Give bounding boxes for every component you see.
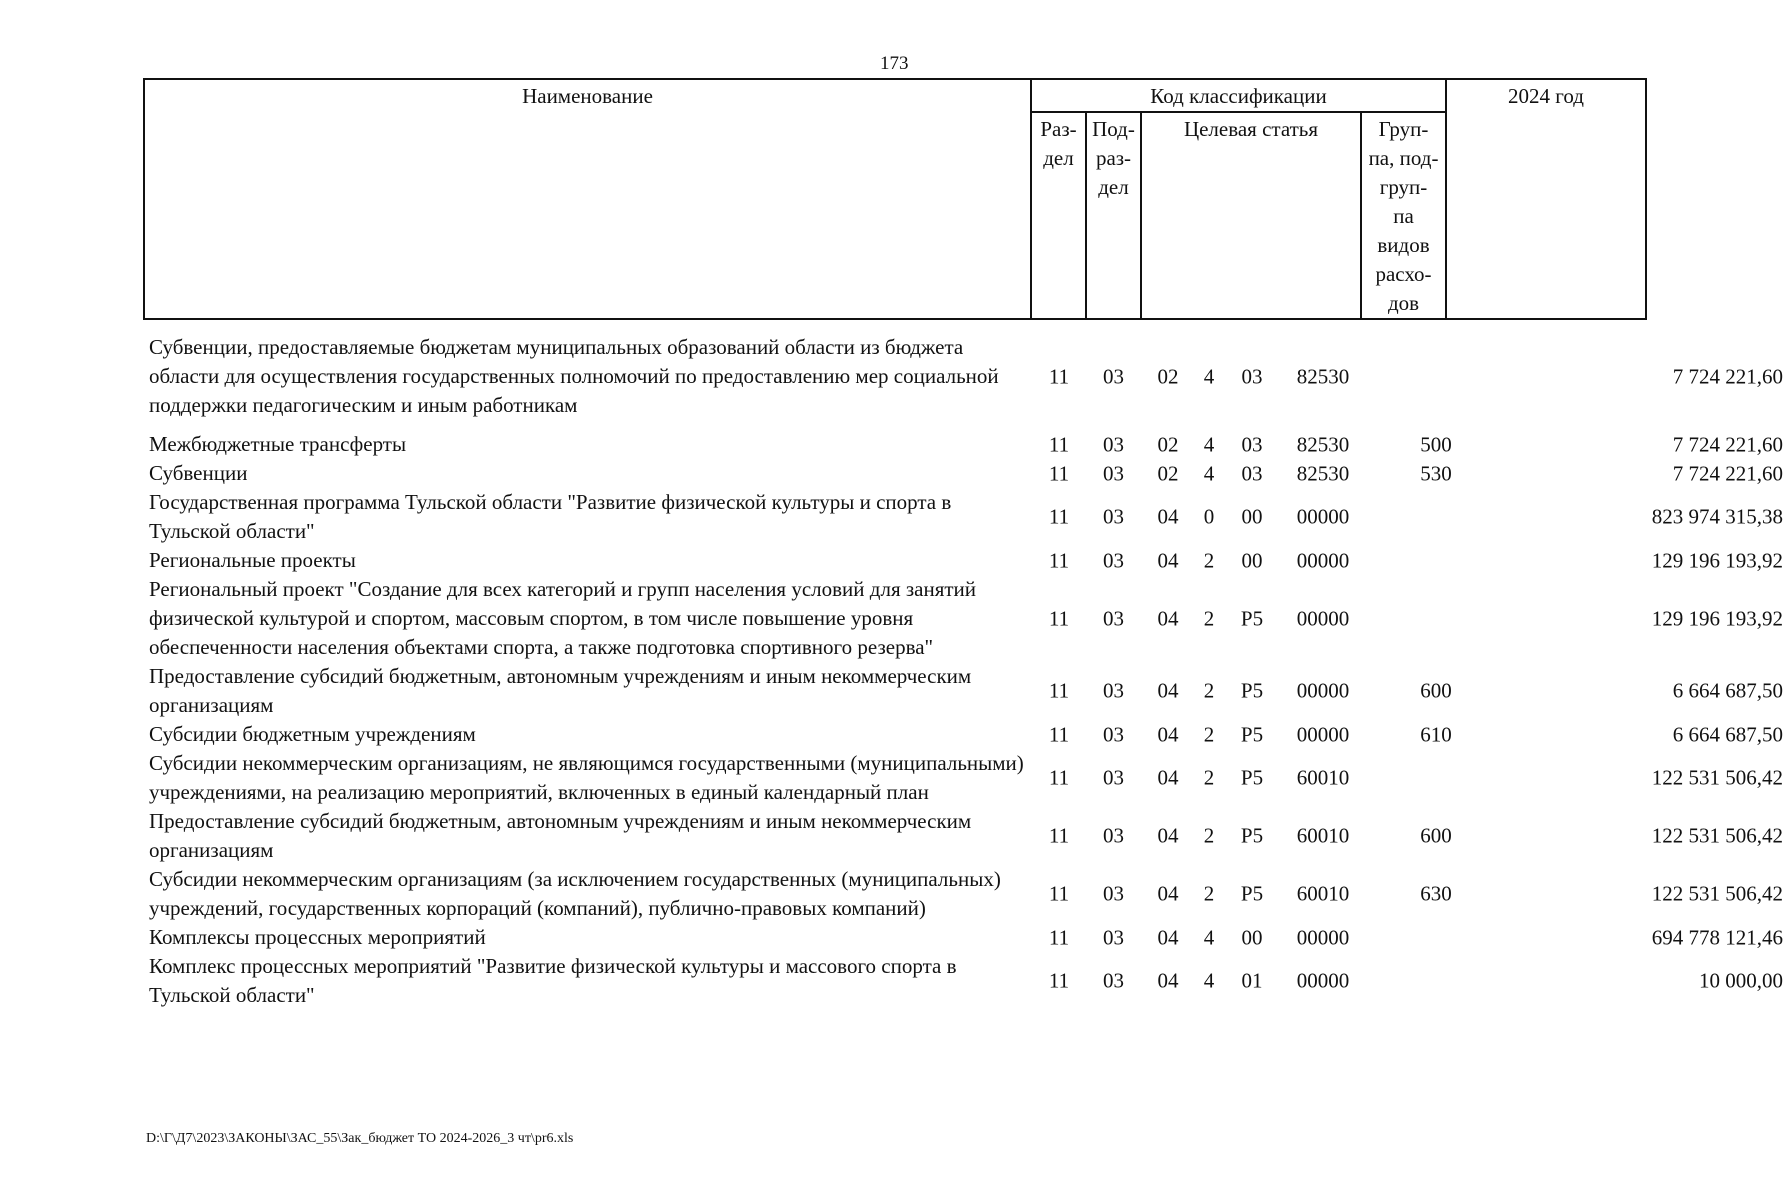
- header-group: Груп- па, под- груп- па видов расхо- дов: [1361, 112, 1446, 319]
- row-podrazdel: 03: [1103, 548, 1124, 572]
- row-razdel: 11: [1048, 432, 1070, 456]
- row-target-direction: 60010: [1296, 881, 1350, 906]
- row-target-type: 4: [1203, 461, 1215, 485]
- row-razdel: 11: [1048, 881, 1070, 906]
- row-name: Субсидии бюджетным учреждениям: [149, 722, 476, 746]
- row-podrazdel: 03: [1103, 765, 1124, 790]
- row-sum: 122 531 506,42: [1651, 823, 1783, 848]
- row-sum: 7 724 221,60: [1672, 364, 1783, 388]
- row-target-type: 2: [1203, 678, 1215, 703]
- row-group: 630: [1420, 881, 1452, 906]
- row-name: Государственная программа Тульской области "Развитие физической культуры и спорта в Тульской области": [149, 490, 952, 543]
- row-target-direction: 00000: [1296, 722, 1350, 746]
- row-razdel: 11: [1048, 461, 1070, 485]
- row-target-item: 00: [1241, 548, 1263, 572]
- row-target-direction: 00000: [1296, 504, 1350, 529]
- row-target-type: 2: [1203, 881, 1215, 906]
- row-target-direction: 00000: [1296, 606, 1350, 630]
- row-target-item: 00: [1241, 925, 1263, 949]
- row-target-program: 04: [1157, 968, 1179, 993]
- row-target-type: 2: [1203, 548, 1215, 572]
- table-row: [143, 430, 1783, 459]
- page-number: 173: [880, 53, 909, 74]
- row-name: Региональные проекты: [149, 548, 356, 572]
- row-target-direction: 00000: [1296, 925, 1350, 949]
- row-name: Субвенции: [149, 461, 248, 485]
- row-target-item: 00: [1241, 504, 1263, 529]
- row-razdel: 11: [1048, 925, 1070, 949]
- header-year: 2024 год: [1446, 79, 1646, 319]
- row-sum: 6 664 687,50: [1672, 678, 1783, 703]
- table-row: [143, 575, 1783, 662]
- row-razdel: 11: [1048, 968, 1070, 993]
- row-sum: 6 664 687,50: [1672, 722, 1783, 746]
- row-target-program: 04: [1157, 881, 1179, 906]
- row-target-program: 04: [1157, 823, 1179, 848]
- row-sum: 129 196 193,92: [1651, 548, 1783, 572]
- row-target-type: 2: [1203, 722, 1215, 746]
- header-podrazdel: Под- раз- дел: [1086, 112, 1141, 319]
- row-name: Предоставление субсидий бюджетным, автономным учреждениям и иным некоммерческим организациям: [149, 809, 972, 862]
- row-target-type: 4: [1203, 364, 1215, 388]
- table-row: [143, 333, 1783, 420]
- row-target-direction: 00000: [1296, 548, 1350, 572]
- header-name: Наименование: [144, 79, 1031, 319]
- header-target: Целевая статья: [1141, 112, 1361, 319]
- row-sum: 129 196 193,92: [1651, 606, 1783, 630]
- row-name: Субсидии некоммерческим организациям (за исключением государственных (муниципальных) учреждений, государственных корпораций (компаний), публично-правовых компаний): [149, 867, 1001, 920]
- row-razdel: 11: [1048, 823, 1070, 848]
- row-target-item: 03: [1241, 432, 1263, 456]
- row-podrazdel: 03: [1103, 504, 1124, 529]
- row-name: Межбюджетные трансферты: [149, 432, 407, 456]
- table-row: [143, 459, 1783, 488]
- row-sum: 7 724 221,60: [1672, 461, 1783, 485]
- row-podrazdel: 03: [1103, 722, 1124, 746]
- row-podrazdel: 03: [1103, 925, 1124, 949]
- table-row: [143, 662, 1783, 720]
- row-razdel: 11: [1048, 504, 1070, 529]
- row-name: Комплексы процессных мероприятий: [149, 925, 486, 949]
- row-name: Субсидии некоммерческим организациям, не являющимся государственными (муниципальными) учреждениями, на реализацию мероприятий, включенных в единый календарный план: [149, 751, 1024, 804]
- row-target-type: 0: [1203, 504, 1215, 529]
- row-razdel: 11: [1048, 678, 1070, 703]
- row-sum: 10 000,00: [1699, 968, 1783, 993]
- row-target-program: 04: [1157, 504, 1179, 529]
- row-target-direction: 00000: [1296, 678, 1350, 703]
- row-razdel: 11: [1048, 765, 1070, 790]
- row-podrazdel: 03: [1103, 461, 1124, 485]
- row-target-program: 04: [1157, 678, 1179, 703]
- row-target-program: 04: [1157, 548, 1179, 572]
- row-podrazdel: 03: [1103, 968, 1124, 993]
- row-target-program: 02: [1157, 364, 1179, 388]
- row-group: 500: [1420, 432, 1452, 456]
- row-target-type: 2: [1203, 823, 1215, 848]
- row-podrazdel: 03: [1103, 432, 1124, 456]
- row-target-direction: 60010: [1296, 765, 1350, 790]
- row-target-direction: 60010: [1296, 823, 1350, 848]
- table-row: [143, 749, 1783, 807]
- row-target-direction: 82530: [1296, 364, 1350, 388]
- row-target-type: 4: [1203, 925, 1215, 949]
- row-podrazdel: 03: [1103, 606, 1124, 630]
- row-target-program: 04: [1157, 765, 1179, 790]
- row-target-direction: 82530: [1296, 432, 1350, 456]
- file-path-footer: D:\Г\Д7\2023\ЗАКОНЫ\ЗАС_55\Зак_бюджет ТО 2024-2026_3 чт\pr6.xls: [146, 1131, 574, 1146]
- row-target-item: 01: [1241, 968, 1263, 993]
- row-sum: 823 974 315,38: [1651, 504, 1783, 529]
- table-body: [143, 333, 1783, 1010]
- row-target-program: 04: [1157, 722, 1179, 746]
- row-target-item: 03: [1241, 461, 1263, 485]
- row-razdel: 11: [1048, 606, 1070, 630]
- row-target-item: P5: [1240, 678, 1264, 703]
- row-target-item: 03: [1241, 364, 1263, 388]
- table-header: [143, 78, 1647, 320]
- header-classification: Код классификации: [1031, 79, 1446, 112]
- row-sum: 122 531 506,42: [1651, 881, 1783, 906]
- row-sum: 122 531 506,42: [1651, 765, 1783, 790]
- row-sum: 694 778 121,46: [1651, 925, 1783, 949]
- row-sum: 7 724 221,60: [1672, 432, 1783, 456]
- row-podrazdel: 03: [1103, 823, 1124, 848]
- row-group: 600: [1420, 678, 1452, 703]
- row-target-type: 2: [1203, 765, 1215, 790]
- row-podrazdel: 03: [1103, 364, 1124, 388]
- row-target-type: 2: [1203, 606, 1215, 630]
- row-name: Предоставление субсидий бюджетным, автономным учреждениям и иным некоммерческим организациям: [149, 664, 972, 717]
- row-target-direction: 00000: [1296, 968, 1350, 993]
- row-target-program: 04: [1157, 606, 1179, 630]
- table-row: [143, 546, 1783, 575]
- row-group: 530: [1420, 461, 1452, 485]
- row-group: 610: [1420, 722, 1452, 746]
- row-group: 600: [1420, 823, 1452, 848]
- row-target-item: P5: [1240, 881, 1264, 906]
- row-razdel: 11: [1048, 548, 1070, 572]
- row-target-item: P5: [1240, 722, 1264, 746]
- row-target-type: 4: [1203, 968, 1215, 993]
- table-row: [143, 720, 1783, 749]
- row-target-item: P5: [1240, 823, 1264, 848]
- row-target-program: 04: [1157, 925, 1179, 949]
- row-name: Субвенции, предоставляемые бюджетам муниципальных образований области из бюджета области для осуществления государственных полномочий по предоставлению мер социальной поддержки педагогическим и иным работникам: [149, 335, 999, 417]
- row-name: Региональный проект "Создание для всех категорий и групп населения условий для занятий физической культурой и спортом, массовым спортом, в том числе повышение уровня обеспеченности населения объектами спорта, а также подготовка спортивного резерва": [149, 577, 977, 659]
- row-target-item: P5: [1240, 765, 1264, 790]
- table-row: [143, 865, 1783, 923]
- table-row: [143, 807, 1783, 865]
- row-razdel: 11: [1048, 364, 1070, 388]
- row-target-program: 02: [1157, 461, 1179, 485]
- row-podrazdel: 03: [1103, 678, 1124, 703]
- row-target-item: P5: [1240, 606, 1264, 630]
- row-name: Комплекс процессных мероприятий "Развитие физической культуры и массового спорта в Тульской области": [149, 954, 957, 1007]
- table-row: [143, 488, 1783, 546]
- row-podrazdel: 03: [1103, 881, 1124, 906]
- row-target-direction: 82530: [1296, 461, 1350, 485]
- header-razdel: Раз- дел: [1031, 112, 1086, 319]
- row-razdel: 11: [1048, 722, 1070, 746]
- table-row: [143, 923, 1783, 952]
- row-target-program: 02: [1157, 432, 1179, 456]
- table-row: [143, 952, 1783, 1010]
- row-target-type: 4: [1203, 432, 1215, 456]
